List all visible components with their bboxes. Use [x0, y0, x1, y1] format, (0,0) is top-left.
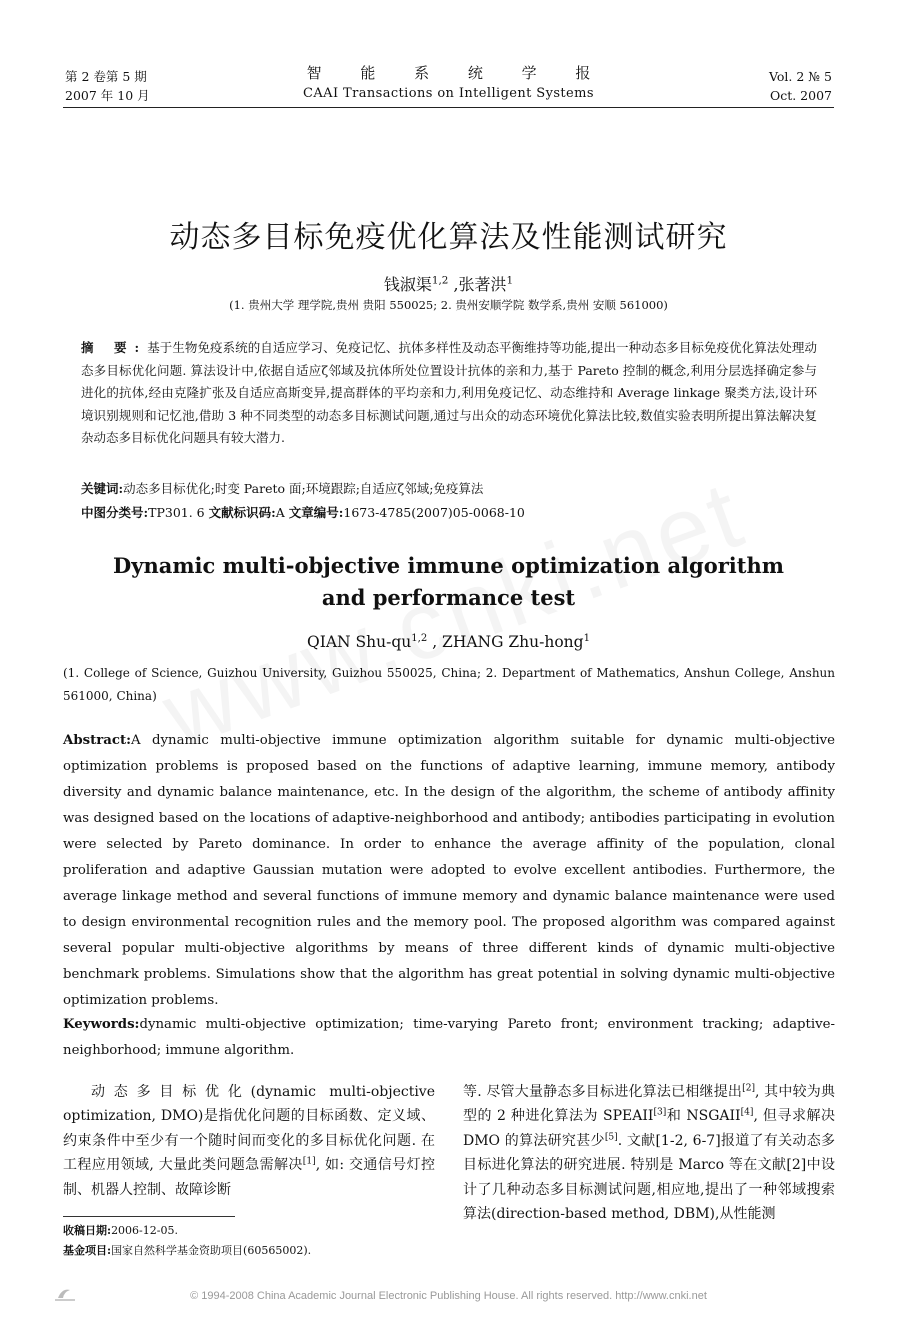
- author-2-en-affil: 1: [583, 632, 590, 644]
- keywords-cn: [81, 478, 817, 500]
- keywords-en: [63, 1012, 835, 1064]
- abstract-cn-text: 基于生物免疫系统的自适应学习、免疫记忆、抗体多样性及动态平衡维持等功能,提出一种动态多目标免疫优化算法处理动态多目标优化问题. 算法设计中,依据自适应ζ邻域及抗体所处位置设计抗体的亲和力,基于 Pareto 控制的概念,利用分层选择确定参与进化的抗体,经由克隆扩张及自适应高斯变异,提高群体的平均亲和力,利用免疫记忆、动态维持和 Average linkage 聚类方法,设计环境识别规则和记忆池,借助 3 种不同类型的动态多目标测试问题,通过与出众的动态环境优化算法比较,数值实验表明所提出算法解决复杂动态多目标优化问题具有较大潜力.: [81, 340, 817, 446]
- keywords-en-text: dynamic multi-objective optimization; time-varying Pareto front; environment tracking; adaptive-neighborhood; immune algorithm.: [63, 1017, 835, 1058]
- author-1-cn: 钱淑渠: [383, 275, 432, 294]
- body-right-text-d: , 但寻求解决 DMO 的算法研究甚少: [463, 1108, 835, 1149]
- classification-line: [81, 502, 817, 524]
- journal-name: [0, 62, 897, 104]
- journal-name-cn: 智 能 系 统 学 报: [306, 64, 608, 82]
- doc-code-label: 文献标识码:: [208, 505, 276, 520]
- abstract-en-label: Abstract:: [63, 733, 132, 748]
- citation-2[interactable]: [2]: [742, 1083, 756, 1094]
- body-column-left: [63, 1080, 435, 1202]
- citation-5[interactable]: [5]: [604, 1132, 618, 1143]
- fund-info: [63, 1241, 311, 1261]
- keywords-cn-label: 关键词:: [81, 481, 124, 496]
- abstract-en-text: A dynamic multi-objective immune optimization algorithm suitable for dynamic multi-objective optimization problems is proposed based on the functions of adaptive learning, immune memory, antibody diversity and dynamic balance maintenance, etc. In the design of the algorithm, the scheme of antibody affinity was designed based on the locations of adaptive-neighborhood and antibody; antibodies participating in evolution were selected by Pareto dominance. In order to enhance the average affinity of the population, clonal proliferation and adaptive Gaussian mutation were adopted to evolve excellent antibodies. Furthermore, the average linkage method and several functions of immune memory and dynamic balance maintenance were used to design environmental recognition rules and the memory pool. The proposed algorithm was compared against several popular multi-objective algorithms by means of three different kinds of dynamic multi-objective benchmark problems. Simulations show that the algorithm has great potential in solving dynamic multi-objective optimization problems.: [63, 733, 835, 1008]
- affiliation-en: (1. College of Science, Guizhou University, Guizhou 550025, China; 2. Department of Mathematics, Anshun College, Anshun 561000, China): [63, 666, 835, 703]
- paper-title-en-line2: and performance test: [321, 585, 576, 610]
- author-1-en: QIAN Shu-qu: [307, 633, 412, 651]
- citation-4[interactable]: [4]: [740, 1107, 754, 1118]
- citation-1[interactable]: [1]: [302, 1156, 316, 1167]
- author-1-en-affil: 1,2: [411, 632, 428, 644]
- volume-issue-en: Vol. 2 № 5: [768, 69, 832, 84]
- date-cn: 2007 年 10 月: [65, 88, 150, 103]
- body-column-right: [463, 1080, 835, 1226]
- author-2-cn: ,张著洪: [448, 275, 507, 294]
- article-no-label: 文章编号:: [288, 505, 344, 520]
- journal-name-en: CAAI Transactions on Intelligent Systems: [303, 86, 594, 101]
- paper-title-cn: 动态多目标免疫优化算法及性能测试研究: [169, 220, 728, 255]
- header-right: [769, 67, 832, 105]
- author-2-cn-affil: 1: [506, 274, 514, 287]
- classification-code: TP301. 6: [148, 505, 209, 520]
- body-left-text-a: 动态多目标优化(dynamic multi-objective optimization, DMO)是指优化问题的目标函数、定义域、约束条件中至少有一个随时间而变化的多目标优化问题. 在工程应用领域, 大量此类问题急需解决: [63, 1084, 435, 1174]
- keywords-cn-text: 动态多目标优化;时变 Pareto 面;环境跟踪;自适应ζ邻域;免疫算法: [123, 481, 484, 496]
- classification-label: 中图分类号:: [81, 505, 149, 520]
- received-value: 2006-12-05.: [111, 1224, 178, 1237]
- body-right-text-a: 等. 尽管大量静态多目标进化算法已相继提出: [463, 1084, 743, 1100]
- citation-3[interactable]: [3]: [653, 1107, 667, 1118]
- volume-issue-cn: 第 2 卷第 5 期: [65, 69, 147, 84]
- body-right-text-c: 和 NSGAII: [666, 1108, 741, 1125]
- body-right-text-b: , 其中较为典型的 2 种进化算法为 SPEAII: [463, 1084, 835, 1125]
- copyright-footer: © 1994-2008 China Academic Journal Electronic Publishing House. All rights reserved. http://www.cnki.net: [190, 1290, 707, 1302]
- author-2-en: , ZHANG Zhu-hong: [427, 633, 584, 651]
- author-1-cn-affil: 1,2: [431, 274, 449, 287]
- affiliation-cn: (1. 贵州大学 理学院,贵州 贵阳 550025; 2. 贵州安顺学院 数学系,贵州 安顺 561000): [229, 298, 668, 312]
- doc-code: A: [275, 505, 289, 520]
- authors-cn: [0, 272, 897, 295]
- fund-value: 国家自然科学基金资助项目(60565002).: [111, 1244, 312, 1257]
- paper-title-en: [0, 550, 897, 614]
- keywords-en-label: Keywords:: [63, 1017, 140, 1032]
- received-label: 收稿日期:: [63, 1224, 112, 1237]
- article-no: 1673-4785(2007)05-0068-10: [343, 505, 525, 520]
- received-date: [63, 1221, 311, 1241]
- authors-en: [0, 633, 897, 651]
- header-rule: [63, 107, 834, 108]
- abstract-cn: [81, 337, 817, 450]
- abstract-cn-label: 摘 要:: [81, 340, 148, 355]
- footnote-rule: [63, 1216, 235, 1217]
- abstract-en: [63, 728, 835, 1014]
- body-right-text-e: . 文献[1-2, 6-7]报道了有关动态多目标进化算法的研究进展. 特别是 Marco 等在文献[2]中设计了几种动态多目标测试问题,相应地,提出了一种邻域搜索算法(direction-based method, DBM),从性能测: [463, 1132, 835, 1223]
- body-left-text-b: , 如: 交通信号灯控制、机器人控制、故障诊断: [63, 1157, 435, 1198]
- paper-title-en-line1: Dynamic multi-objective immune optimization algorithm: [113, 553, 784, 578]
- date-en: Oct. 2007: [769, 88, 832, 103]
- footnote: [63, 1221, 311, 1261]
- fund-label: 基金项目:: [63, 1244, 112, 1257]
